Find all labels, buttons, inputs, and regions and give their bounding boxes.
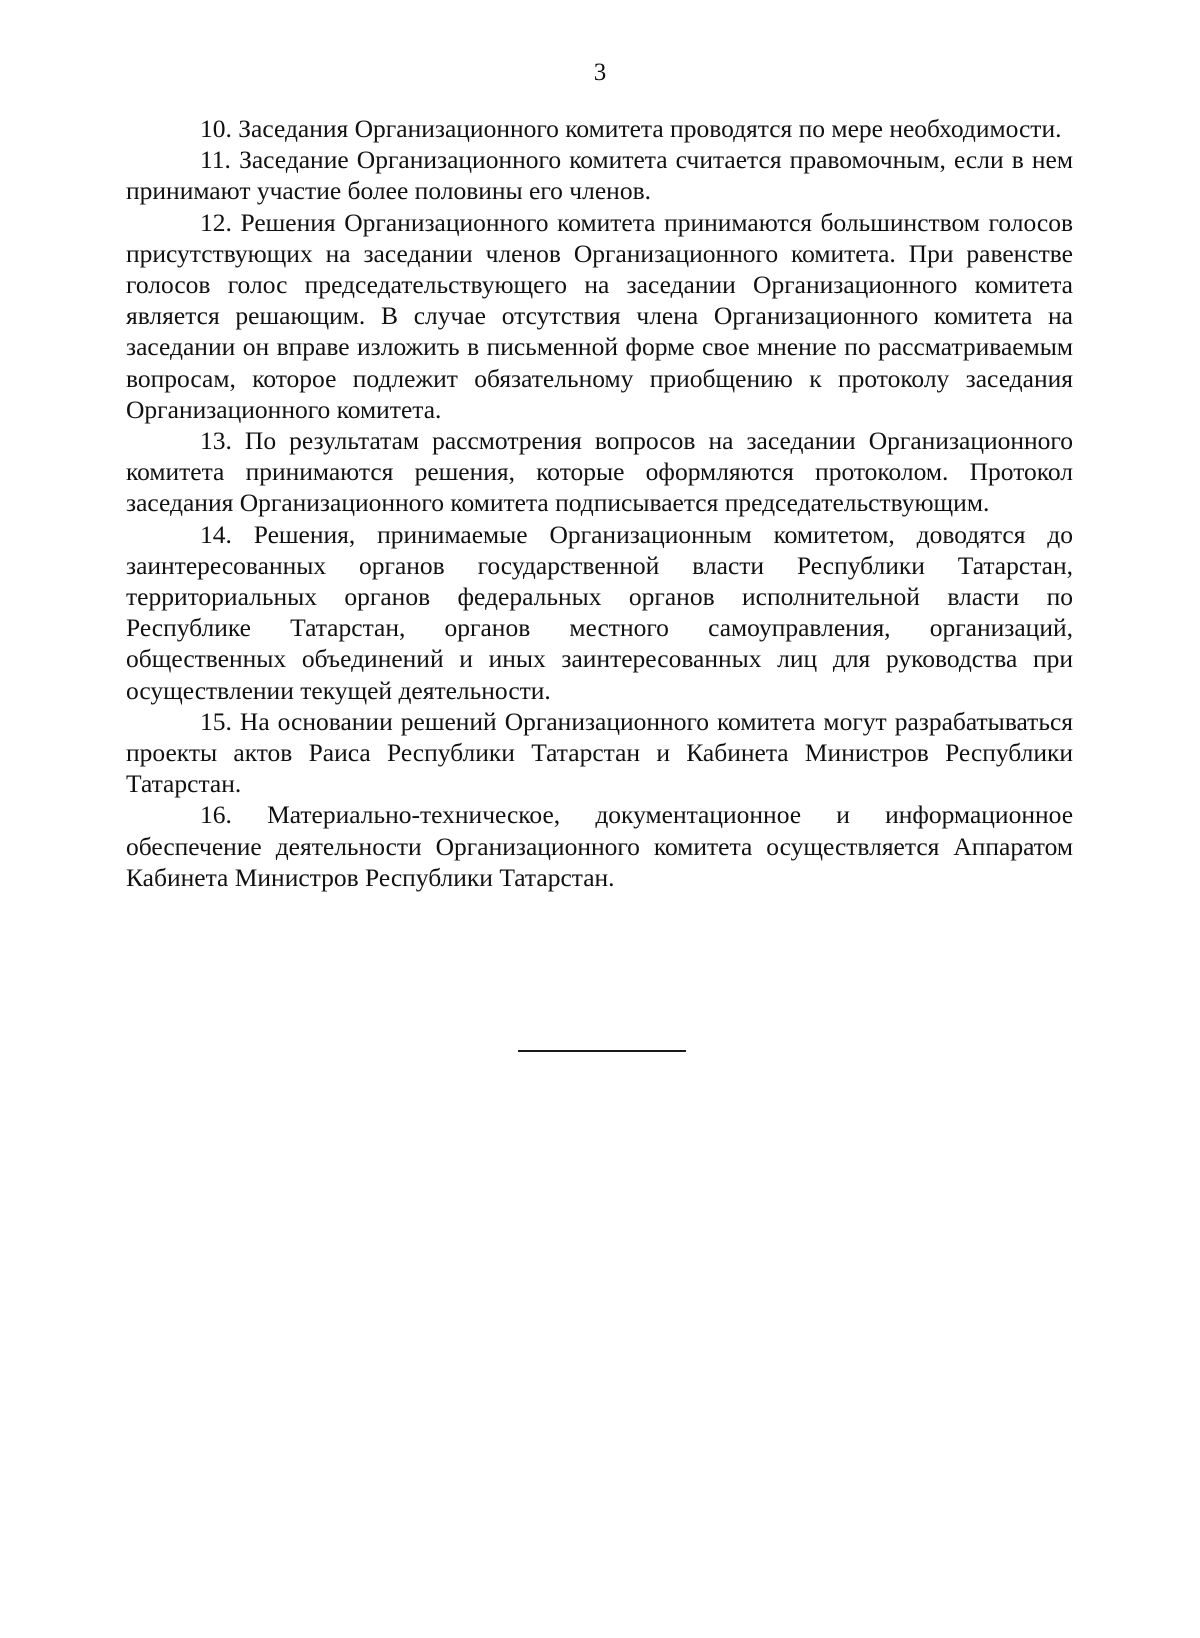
paragraph-number: 15.	[200, 706, 232, 736]
paragraph-text: На основании решений Организационного комитета могут разрабатываться проекты актов Раиса Республики Татарстан и Кабинета Министров Республики Татарстан.	[126, 706, 1073, 799]
paragraph-13	[126, 425, 1073, 519]
paragraph-number: 10.	[200, 114, 232, 143]
paragraph-text: Заседания Организационного комитета проводятся по мере необходимости.	[238, 114, 1062, 143]
paragraph-10	[126, 113, 1073, 144]
paragraph-number: 16.	[200, 800, 232, 830]
paragraph-text: По результатам рассмотрения вопросов на заседании Организационного комитета принимаются решения, которые оформляются протоколом. Протокол заседания Организационного комитета подписывается председательствующим.	[126, 426, 1073, 518]
paragraph-number: 12.	[200, 207, 232, 237]
paragraph-text: Решения Организационного комитета принимаются большинством голосов присутствующих на заседании членов Организационного комитета. При равенстве голосов голос председательствующего на заседании Организационного комитета является решающим. В случае отсутствия члена Организационного комитета на заседании он вправе изложить в письменной форме свое мнение по рассматриваемым вопросам, которое подлежит обязательному приобщению к протоколу заседания Организационного комитета.	[126, 207, 1073, 424]
paragraph-12	[126, 207, 1073, 425]
paragraph-16	[126, 799, 1073, 893]
paragraph-15	[126, 706, 1073, 800]
end-of-document-rule	[518, 1050, 686, 1052]
paragraph-number: 14.	[200, 519, 232, 549]
paragraph-text: Заседание Организационного комитета считается правомочным, если в нем принимают участие более половины его членов.	[126, 145, 1073, 206]
paragraph-text: Материально-техническое, документационное и информационное обеспечение деятельности Организационного комитета осуществляется Аппаратом Кабинета Министров Республики Татарстан.	[126, 800, 1074, 892]
page-number: 3	[593, 59, 607, 86]
paragraph-number: 13.	[200, 426, 232, 456]
paragraph-text: Решения, принимаемые Организационным комитетом, доводятся до заинтересованных органов государственной власти Республики Татарстан, территориальных органов федеральных органов исполнительной власти по Республике Татарстан, органов местного самоуправления, организаций, общественных объединений и иных заинтересованных лиц для руководства при осуществлении текущей деятельности.	[126, 519, 1073, 705]
document-body	[126, 113, 1073, 893]
paragraph-number: 11.	[200, 145, 231, 175]
paragraph-11	[126, 144, 1073, 206]
paragraph-14	[126, 519, 1073, 706]
